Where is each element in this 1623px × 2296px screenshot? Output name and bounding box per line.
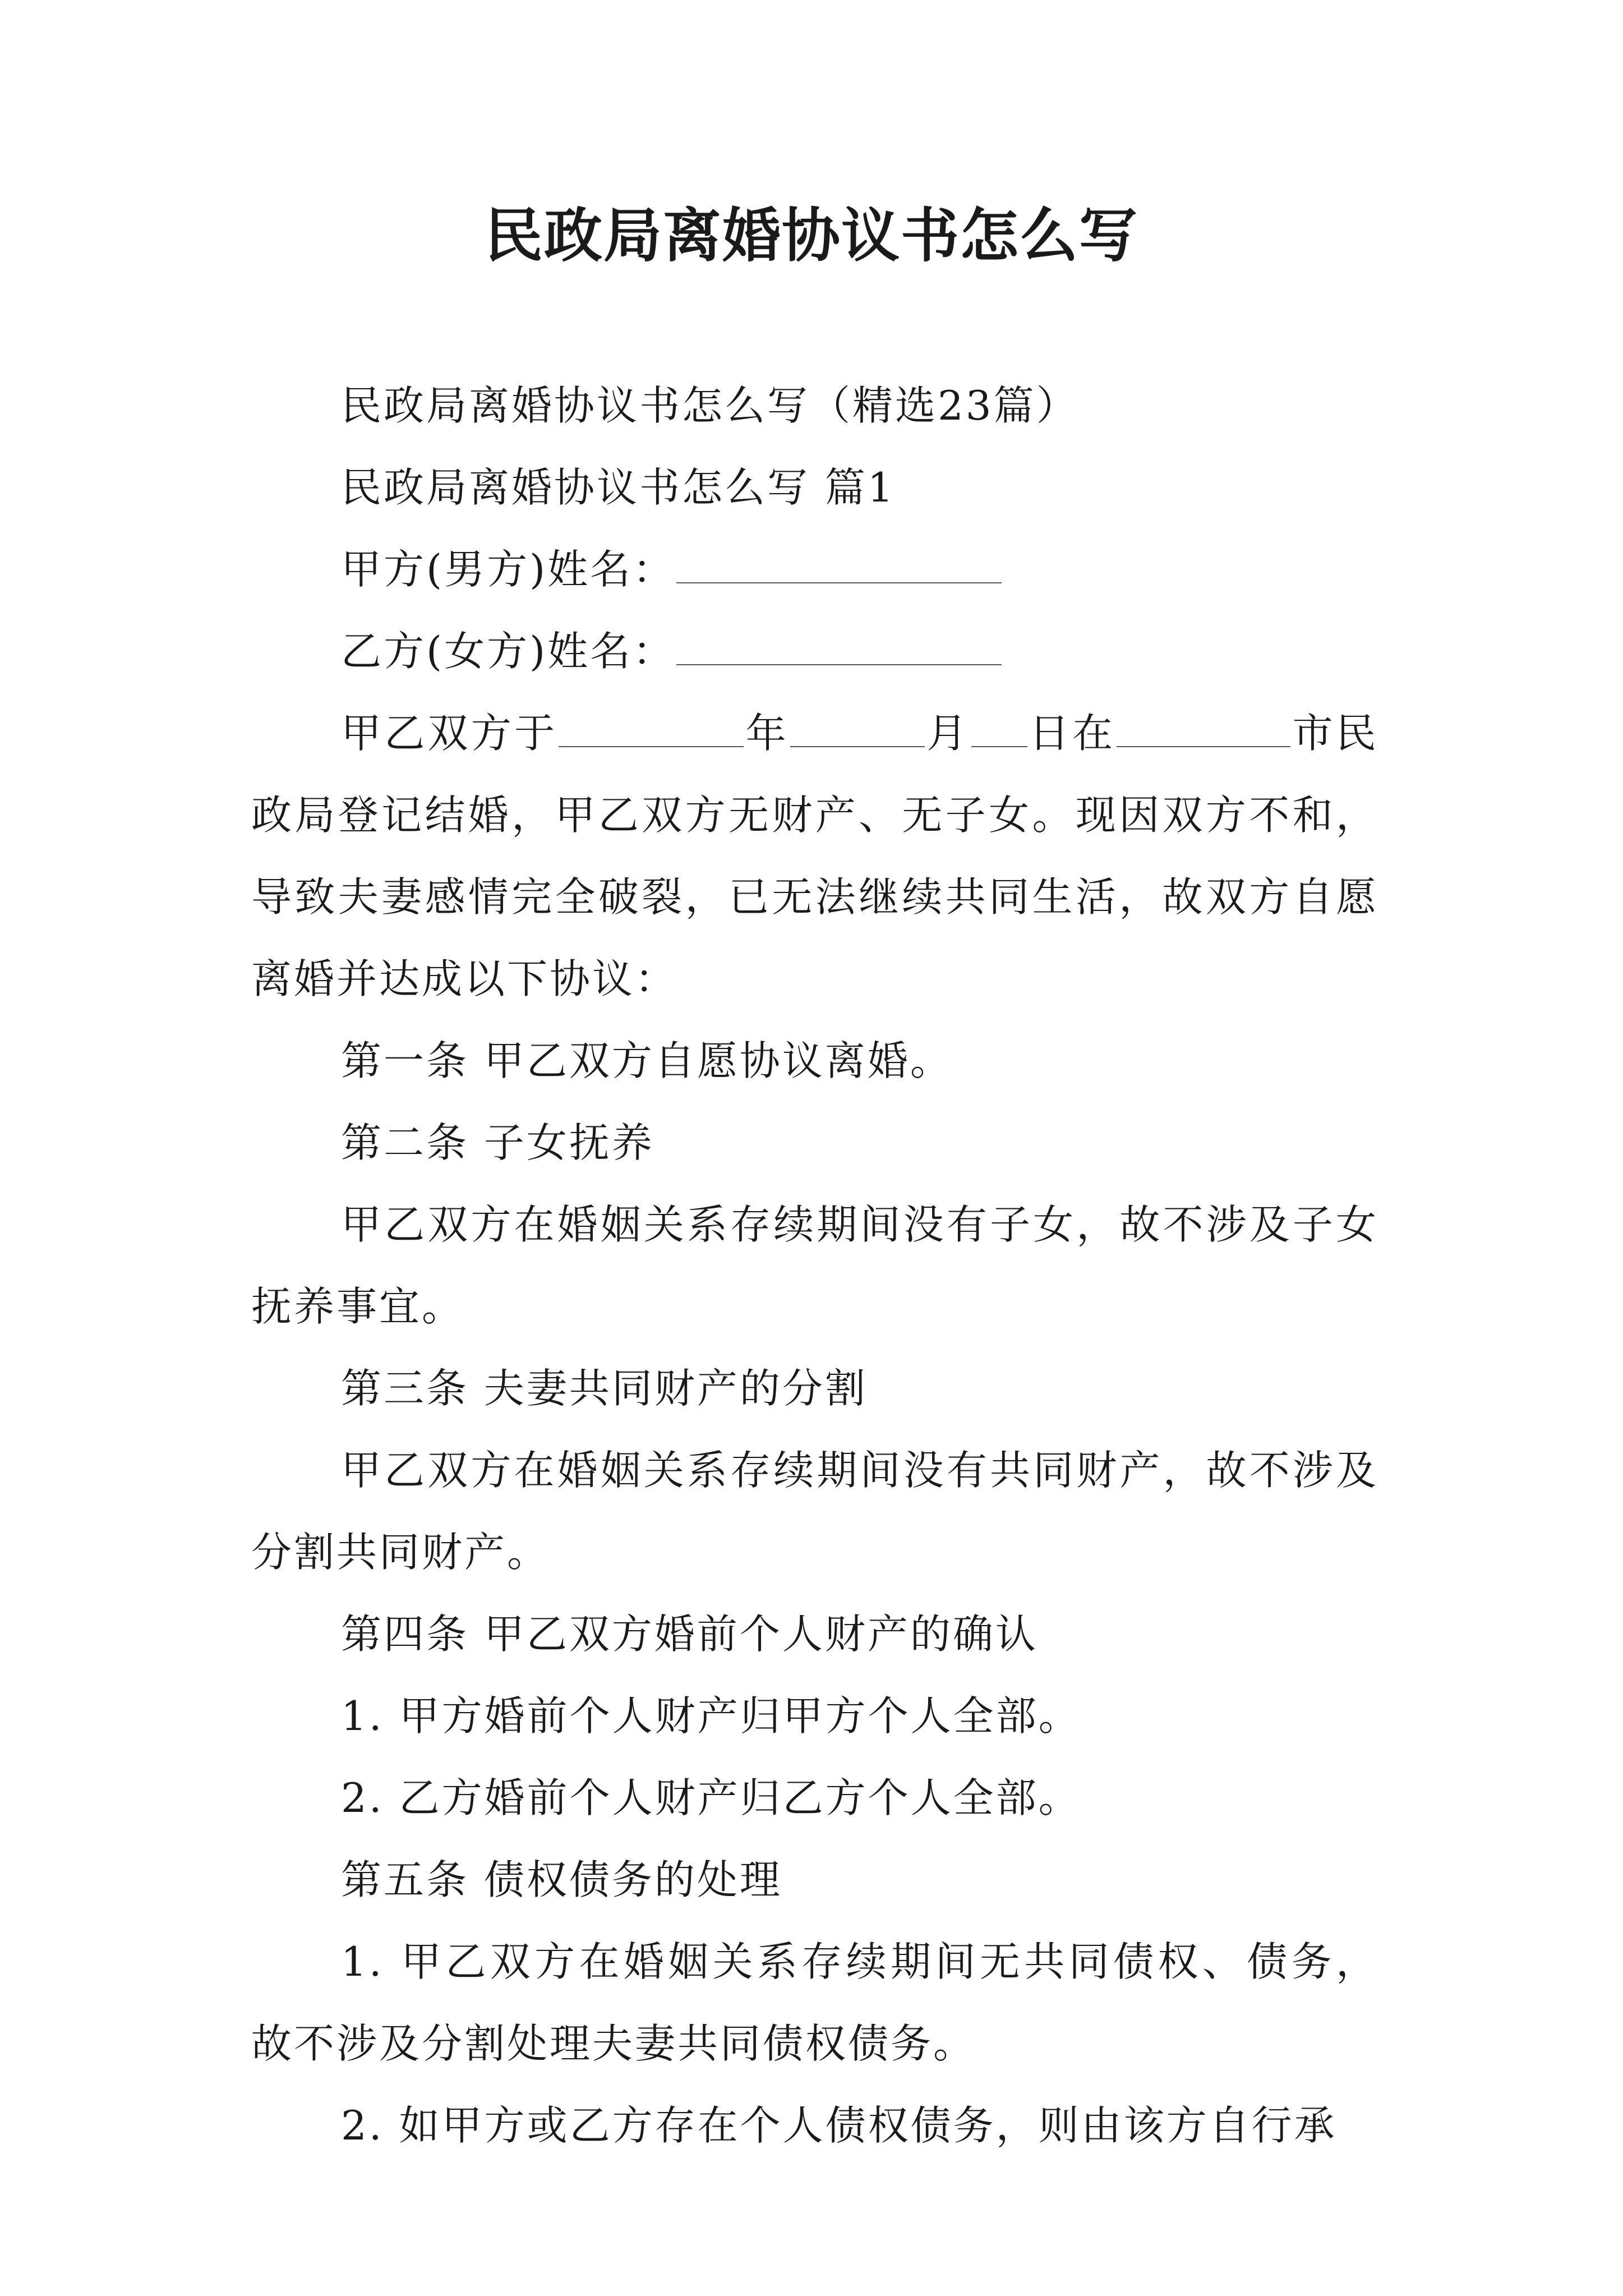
subtitle-paragraph: 民政局离婚协议书怎么写（精选23篇） [341, 382, 1079, 429]
article-2-heading: 第二条 子女抚养 [341, 1119, 654, 1166]
article-4-item-1: 1. 甲方婚前个人财产归甲方个人全部。 [341, 1692, 1081, 1740]
marriage-text-5: 市民政局登记结婚，甲乙双方无财产、无子女。现因双方不和，导致夫妻感情完全破裂，已无法继续共同生活，故双方自愿离婚并达成以下协议： [251, 710, 1378, 1002]
article-4-heading: 第四条 甲乙双方婚前个人财产的确认 [341, 1611, 1038, 1658]
marriage-text-2: 年 [745, 710, 789, 757]
marriage-text-3: 月 [925, 710, 970, 757]
month-blank [790, 711, 925, 747]
party-b-name-line [251, 610, 1378, 692]
marriage-text-4: 日在 [1028, 710, 1116, 757]
article-2-body: 甲乙双方在婚姻关系存续期间没有子女，故不涉及子女抚养事宜。 [251, 1201, 1378, 1330]
article-5-item-1: 1. 甲乙双方在婚姻关系存续期间无共同债权、债务，故不涉及分割处理夫妻共同债权债务。 [251, 1938, 1378, 2067]
section-heading: 民政局离婚协议书怎么写 篇1 [341, 464, 896, 511]
party-b-label: 乙方(女方)姓名： [341, 628, 676, 675]
article-5-heading: 第五条 债权债务的处理 [341, 1856, 782, 1903]
article-1: 第一条 甲乙双方自愿协议离婚。 [341, 1037, 953, 1084]
party-a-name-line [251, 528, 1378, 610]
marriage-registration-paragraph [251, 692, 1378, 1020]
article-3-body: 甲乙双方在婚姻关系存续期间没有共同财产，故不涉及分割共同财产。 [251, 1447, 1378, 1576]
party-a-label: 甲方(男方)姓名： [341, 546, 676, 593]
year-blank [559, 711, 744, 747]
article-4-item-2: 2. 乙方婚前个人财产归乙方个人全部。 [341, 1774, 1081, 1821]
document-body [251, 365, 1378, 2166]
document-title: 民政局离婚协议书怎么写 [484, 201, 1138, 270]
marriage-text-1: 甲乙双方于 [341, 710, 558, 757]
city-blank [1117, 711, 1290, 747]
party-a-name-blank [676, 547, 1002, 583]
article-5-item-2: 2. 如甲方或乙方存在个人债权债务，则由该方自行承 [341, 2102, 1337, 2149]
party-b-name-blank [676, 629, 1002, 665]
article-3-heading: 第三条 夫妻共同财产的分割 [341, 1365, 868, 1412]
day-blank [971, 711, 1027, 747]
